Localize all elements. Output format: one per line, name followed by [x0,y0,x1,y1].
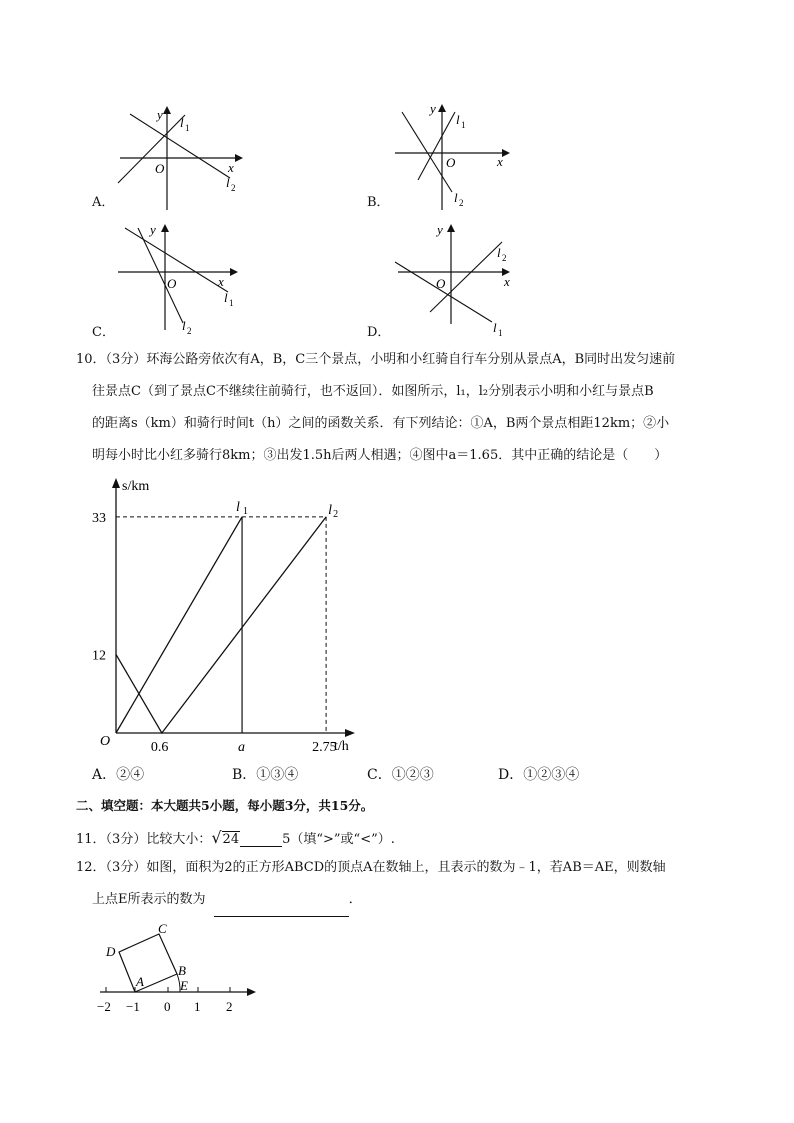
y-axis-arrow [112,478,120,488]
svg-text:l: l [493,320,497,335]
sqrt-symbol: √ [211,828,222,847]
option-d-graph [390,220,530,340]
svg-text:1: 1 [185,123,190,133]
svg-text:O: O [167,276,177,291]
svg-text:x: x [504,274,510,289]
option-a-label[interactable]: A． [92,195,115,210]
q11-radicand: 24 [222,832,240,847]
distance-time-chart [90,470,390,760]
svg-text:y: y [150,222,156,237]
svg-text:−1: −1 [126,999,140,1014]
x-tick-label-0.6: 0.6 [150,740,169,755]
y-tick-label-12: 12 [92,648,106,664]
svg-text:E: E [180,978,188,993]
question-10 [76,344,726,472]
svg-text:l: l [224,290,228,305]
svg-text:O: O [436,276,446,291]
svg-text:x: x [218,274,224,289]
svg-text:l: l [497,245,501,260]
svg-text:1: 1 [461,120,466,130]
q10-answer-b[interactable]: B．①③④ [232,767,299,783]
y-axis-label: s/km [122,479,150,494]
svg-text:l: l [226,175,230,190]
svg-text:2: 2 [502,253,507,263]
series-l2-label-sub: 2 [333,508,339,520]
svg-text:2: 2 [459,198,464,208]
svg-text:A: A [136,974,144,989]
q10-line-3: 的距离s（km）和骑行时间t（h）之间的函数关系．有下列结论：①A，B两个景点相距12km；②小 [92,416,670,431]
section-2-heading: 二、填空题：本大题共5小题，每小题3分，共15分。 [76,798,374,813]
svg-text:O: O [155,161,165,176]
svg-text:D: D [106,944,116,959]
question-11: 11．（3分）比较大小：√24 5（填“>”或“<”）. [76,828,395,847]
question-12 [76,852,726,917]
svg-text:2: 2 [187,326,192,336]
option-b-label[interactable]: B． [367,195,390,210]
q10-answer-d[interactable]: D．①②③④ [498,767,580,783]
series-l2-label: l [328,502,332,518]
svg-text:y: y [157,107,163,122]
x-tick-label-a: a [238,740,246,755]
q12-line-2: 上点E所表示的数为 ． [76,884,726,917]
option-c-graph [110,220,250,340]
x-axis-label: t/h [334,739,349,754]
svg-text:0: 0 [164,999,171,1014]
q10-line-4: 明每小时比小红多骑行8km；③出发1.5h后两人相遇；④图中a＝1.65．其中正确的结论是（ ） [92,448,668,463]
series-l2-line [116,517,326,733]
q10-line-1: 10．（3分）环海公路旁依次有A，B，C三个景点，小明和小红骑自行车分别从景点A，B同时出发匀速前 [76,352,676,367]
svg-text:C: C [158,921,167,936]
q12-line-1: 12．（3分）如图，面积为2的正方形ABCD的顶点A在数轴上，且表示的数为﹣1，若AB＝AE，则数轴 [76,860,666,875]
origin-label: O [100,734,111,749]
svg-text:−2: −2 [97,999,111,1014]
svg-text:B: B [178,963,186,978]
svg-text:l: l [454,190,458,205]
svg-text:x: x [497,154,503,169]
q10-answer-c[interactable]: C．①②③ [367,767,434,783]
option-d-label[interactable]: D． [367,325,391,340]
option-c-label[interactable]: C． [92,325,115,340]
svg-text:2: 2 [226,999,233,1014]
svg-text:1: 1 [194,999,201,1014]
series-l1-label: l [236,499,240,515]
svg-text:l: l [182,318,186,333]
q10-answer-a[interactable]: A．②④ [92,767,145,783]
option-a-graph [110,100,250,215]
q11-answer-blank[interactable] [240,833,282,847]
square-abcd [119,934,177,992]
svg-text:l: l [456,112,460,127]
option-b-graph [390,100,520,215]
x-axis-arrow [345,729,355,737]
number-line-square-figure [92,920,262,1020]
series-l1-line [116,517,242,733]
svg-text:x: x [228,160,234,175]
number-line-arrow [247,988,256,996]
svg-text:1: 1 [229,298,234,308]
svg-text:2: 2 [231,183,236,193]
q10-line-2: 往景点C（到了景点C不继续往前骑行，也不返回）．如图所示，l₁，l₂分别表示小明和小红与景点B [92,384,654,399]
svg-text:y: y [430,101,436,116]
svg-text:y: y [437,222,443,237]
x-tick-label-2.75: 2.75 [312,740,337,755]
series-l1-label-sub: 1 [243,505,249,517]
svg-text:O: O [446,155,456,170]
y-tick-label-33: 33 [92,510,106,526]
svg-text:1: 1 [498,328,503,338]
q12-answer-blank[interactable] [214,884,349,917]
svg-text:l: l [180,115,184,130]
